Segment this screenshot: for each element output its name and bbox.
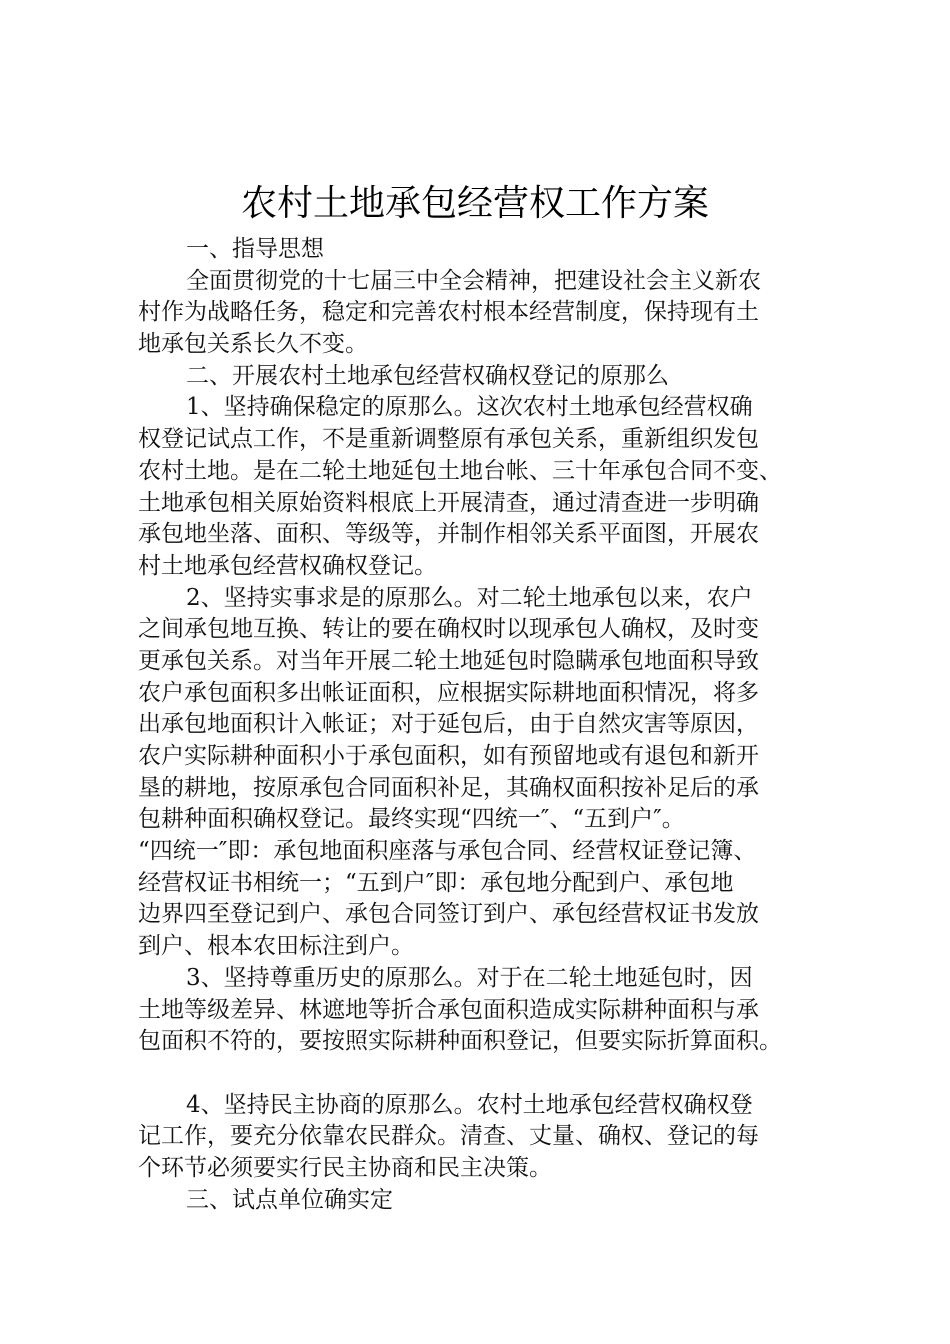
section-heading-guiding-thought: 一、指导思想	[186, 236, 324, 262]
paragraph-line: 土地等级差异、林遮地等折合承包面积造成实际耕种面积与承	[138, 996, 759, 1023]
paragraph-line: 地承包关系长久不变。	[138, 331, 368, 358]
paragraph-line: 边界四至登记到户、承包合同签订到户、承包经营权证书发放	[138, 901, 759, 928]
paragraph-line: 经营权证书相统一；“五到户″即：承包地分配到户、承包地	[138, 869, 734, 896]
document-body	[138, 234, 828, 1216]
paragraph-line: 土地承包相关原始资料根底上开展清查，通过清查进一步明确	[138, 489, 759, 516]
paragraph-line: 个环节必须要实行民主协商和民主决策。	[138, 1154, 552, 1181]
paragraph-line: 3、坚持尊重历史的原那么。对于在二轮土地延包时，因	[186, 964, 753, 991]
paragraph-line: 权登记试点工作，不是重新调整原有承包关系，重新组织发包	[138, 426, 759, 453]
paragraph-line: 2、坚持实事求是的原那么。对二轮土地承包以来，农户	[186, 584, 753, 611]
paragraph-line: 更承包关系。对当年开展二轮土地延包时隐瞒承包地面积导致	[138, 647, 759, 674]
paragraph-line: 农户实际耕种面积小于承包面积，如有预留地或有退包和新开	[138, 743, 759, 769]
paragraph-line: 包耕种面积确权登记。最终实现“四统一″、“五到户″。	[138, 806, 685, 833]
paragraph-line: 4、坚持民主协商的原那么。农村土地承包经营权确权登	[186, 1091, 753, 1118]
paragraph-line: 村土地承包经营权确权登记。	[138, 552, 437, 579]
paragraph-line: 垦的耕地，按原承包合同面积补足，其确权面积按补足后的承	[138, 774, 759, 801]
paragraph-line: 出承包地面积计入帐证；对于延包后，由于自然灾害等原因，	[138, 711, 759, 738]
paragraph-line: 到户、根本农田标注到户。	[138, 933, 414, 960]
paragraph-line: 村作为战略任务，稳定和完善农村根本经营制度，保持现有土	[138, 299, 759, 326]
paragraph-line: 1、坚持确保稳定的原那么。这次农村土地承包经营权确	[186, 394, 753, 421]
paragraph-line: “四统一″即：承包地面积座落与承包合同、经营权证登记簿、	[138, 838, 757, 865]
paragraph-line: 农户承包面积多出帐证面积，应根据实际耕地面积情况，将多	[138, 679, 759, 706]
paragraph-line: 农村土地。是在二轮土地延包土地台帐、三十年承包合同不变、	[138, 457, 782, 484]
paragraph-line: 记工作，要充分依靠农民群众。清查、丈量、确权、登记的每	[138, 1123, 759, 1150]
section-heading-pilot-units: 三、试点单位确实定	[186, 1186, 393, 1213]
section-heading-principles: 二、开展农村土地承包经营权确权登记的原那么	[186, 362, 669, 389]
paragraph-line: 承包地坐落、面积、等级等，并制作相邻关系平面图，开展农	[138, 521, 759, 548]
paragraph-line: 之间承包地互换、转让的要在确权时以现承包人确权，及时变	[138, 616, 759, 643]
document-title: 农村土地承包经营权工作方案	[240, 183, 709, 224]
paragraph-line: 全面贯彻党的十七届三中全会精神，把建设社会主义新农	[186, 267, 761, 294]
paragraph-line: 包面积不符的，要按照实际耕种面积登记，但要实际折算面积。	[138, 1028, 782, 1055]
blank-line	[138, 1058, 828, 1090]
